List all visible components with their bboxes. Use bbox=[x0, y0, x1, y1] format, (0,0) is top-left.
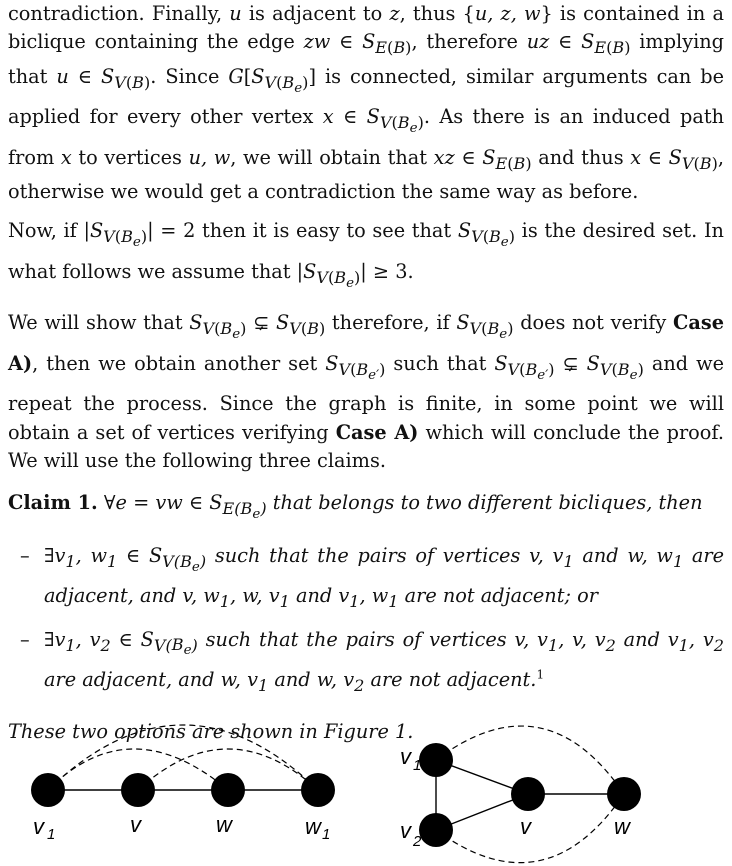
vertex-v1 bbox=[31, 773, 65, 807]
footnote-mark: 1 bbox=[536, 667, 545, 682]
label-v: v bbox=[130, 812, 141, 837]
label-v2-right: v bbox=[400, 818, 411, 843]
claim-1 bbox=[8, 489, 724, 529]
vertex-v bbox=[121, 773, 155, 807]
svg-text:1: 1 bbox=[322, 826, 331, 843]
svg-text:2: 2 bbox=[413, 833, 422, 850]
label-v1: v bbox=[33, 814, 44, 839]
right-graph bbox=[400, 726, 641, 863]
paragraph-1: contradiction. Finally, u is adjacent to z, thus {u, z, w} is contained in a biclique containing the edge zw ∈ $S_{E(B)}$, therefore uz ∈ $S_{E(B)}$ implying that u ∈ $S_{V(B)}$. Since $G[S_{V(B_e)}]$ is connected, similar arguments can be applied for every other vertex x ∈ $S_{V(B_e)}$. As there is an induced path from x to vertices u, w, we will obtain that xz ∈ $S_{E(B)}$ and thus x ∈ $S_{V(B)}$, otherwise we would get a contradiction the same way as before. bbox=[8, 2, 725, 203]
svg-text:1: 1 bbox=[47, 826, 56, 843]
paragraph-3: We will show that $S_{V(B_e)}$ ⊊ $S_{V(B)}$ therefore, if $S_{V(B_e)}$ does not verify Case A), then we obtain another set $S_{V(B_{e'})}$ such that $S_{V(B_{e'})}$ ⊊ $S_{V(B_e)}$ and we repeat the process. Since the graph is finite, in some point we will obtain a set of vertices verifying Case A) which will conclude the proof. We will use the following three claims. bbox=[8, 311, 724, 472]
claim-option-1: – $\exists v_1$, $w_1$ ∈ $S_{V(B_e)}$ such that the pairs of vertices v, $v_1$ and w, $w_1$ are adjacent, and v, $w_1$, w, $v_1$ and $v_1$, $w_1$ are not adjacent; or bbox=[20, 543, 725, 612]
claim-options bbox=[8, 542, 724, 700]
vertex-v2-right bbox=[419, 813, 453, 847]
vertex-w-right bbox=[607, 777, 641, 811]
vertex-w bbox=[211, 773, 245, 807]
vertex-v1-right bbox=[419, 743, 453, 777]
label-w: w bbox=[216, 812, 232, 837]
left-graph bbox=[31, 725, 335, 843]
figure-1 bbox=[0, 700, 732, 866]
vertex-v-right bbox=[511, 777, 545, 811]
svg-text:1: 1 bbox=[413, 757, 422, 774]
label-w-right: w bbox=[614, 814, 630, 839]
figure-1-graphs bbox=[0, 700, 732, 866]
dashed-edge-v1-w1 bbox=[48, 725, 318, 790]
paragraph-2: Now, if $|S_{V(B_e)}| = 2$ then it is easy to see that $S_{V(B_e)}$ is the desired set. In what follows we assume that $|S_{V(B_e)}| \ge 3$. bbox=[8, 219, 724, 291]
claim-option-2: – $\exists v_1$, $v_2$ ∈ $S_{V(B_e)}$ such that the pairs of vertices v, $v_1$, v, $v_2$ and $v_1$, $v_2$ are adjacent, and w, $v_1$ and w, $v_2$ are not adjacent.$^1$ bbox=[20, 627, 724, 695]
claim-body: ∀e = vw ∈ $S_{E(B_e)}$ that belongs to two different bicliques, then bbox=[103, 491, 703, 523]
paper-page bbox=[8, 0, 724, 747]
label-v1-right: v bbox=[400, 744, 411, 769]
figure-reference: These two options are shown in Figure 1. bbox=[8, 720, 414, 744]
label-v-right: v bbox=[520, 814, 531, 839]
vertex-w1 bbox=[301, 773, 335, 807]
label-w1: w bbox=[305, 814, 321, 839]
claim-head: Claim 1. bbox=[8, 491, 98, 515]
